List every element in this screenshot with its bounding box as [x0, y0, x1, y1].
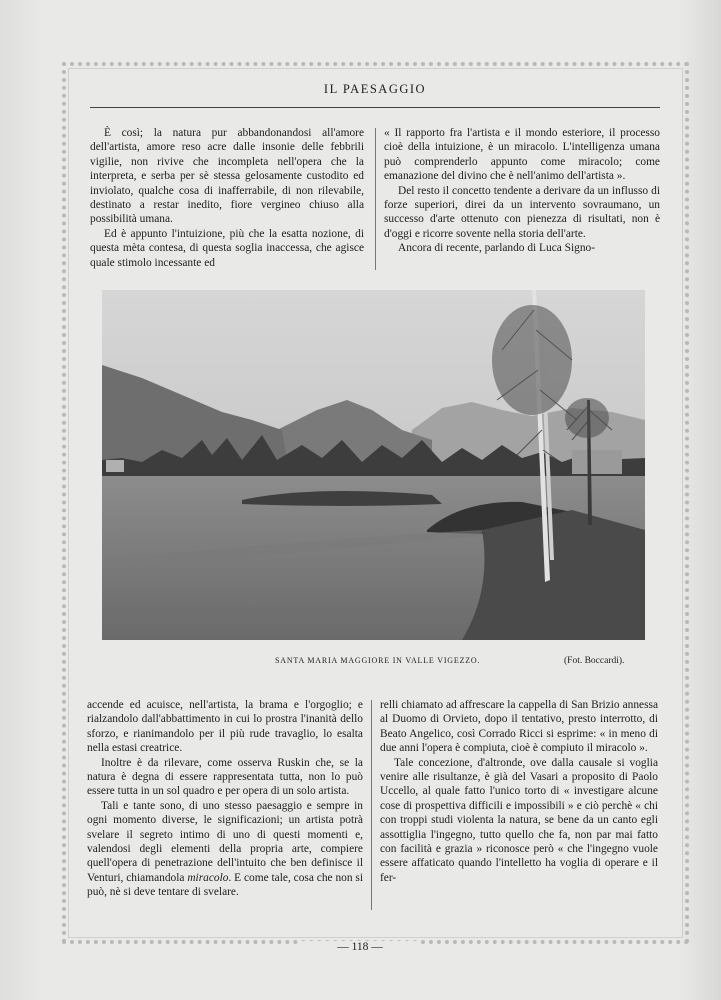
paragraph: È così; la natura pur abbandonandosi all'amore dell'artista, amore reso acre dalle insonie delle febbrili vigilie, non rivive che incompleta nell'opera che la interpreta, e serba per sè stessa gelosamente custodito ed inviolato, qualche cosa di inafferrabile, di non rilevabile, destinato a restar inedito, fiore vergineo chiuso alla possibilità umana.: [90, 127, 364, 226]
header-rule: [90, 107, 660, 108]
italic-word: miracolo: [187, 871, 229, 884]
text-run: Tali e tante sono, di uno stesso paesaggio e sempre in ogni momento diverse, le significazioni; un artista potrà svelare il segreto intimo di uno di questi momenti e, valendosi degli elementi della propria arte, compiere quell'opera di penetrazione dell'intuito che ben definisce il Venturi, chiamandola: [87, 799, 363, 884]
top-right-column: [384, 126, 660, 256]
page-number: — 118 —: [300, 941, 420, 953]
paragraph: Inoltre è da rilevare, come osserva Ruskin che, se la natura è degna di essere rappresentata tutta, non lo può essere tutta in un sol quadro e per opera di un solo artista.: [87, 756, 363, 798]
bottom-right-column: [380, 698, 658, 885]
paragraph: Tale concezione, d'altronde, ove dalla causale si voglia venire alle risultanze, è già del Vasari a proposito di Paolo Uccello, al quale fatto l'unico torto di « investigare alcune cose di prospettiva difficili e impossibili » e ciò perchè « chi con troppi studi violenta la natura, se bene da un canto egli assottiglia l'ingegno, tutto quello che fa, non par mai fatto con facilità e grazia » riconosce però « che l'ingegno vuole essere affaticato quando l'intelletto ha voglia di operare e il fer-: [380, 756, 658, 884]
figure-caption: SANTA MARIA MAGGIORE IN VALLE VIGEZZO.: [275, 656, 481, 665]
paragraph: Ancora di recente, parlando di Luca Signo-: [398, 242, 596, 255]
photo-credit: (Fot. Boccardi).: [564, 656, 625, 666]
bottom-left-column: [87, 698, 363, 900]
paragraph: « Il rapporto fra l'artista e il mondo esteriore, il processo cioè della intuizione, è un miracolo. L'intelligenza umana può comprenderlo appunto come miracolo; come emanazione del divino che è nell'animo dell'artista ».: [384, 127, 660, 183]
column-divider: [371, 700, 372, 910]
running-head: IL PAESAGGIO: [323, 82, 427, 96]
text-run: . E come tale, cosa che non si può, nè si deve tentare di svelare.: [87, 871, 363, 899]
paragraph: [87, 799, 363, 900]
column-divider: [375, 128, 376, 270]
top-left-column: [90, 126, 364, 270]
landscape-photograph: [102, 290, 645, 640]
paragraph: Del resto il concetto tendente a derivare da un influsso di forze superiori, direi da un intervento sovraumano, un successo d'arte ottenuto con pienezza di risultati, non è d'oggi e ricorre sovente nella storia dell'arte.: [384, 184, 660, 240]
paragraph: relli chiamato ad affrescare la cappella di San Brizio annessa al Duomo di Orvieto, dopo il tentativo, presto interrotto, di Beato Angelico, così Corrado Ricci si esprime: « in meno di due anni l'opera è compiuta, cioè è compiuto il miracolo ».: [380, 699, 658, 755]
paragraph: accende ed acuisce, nell'artista, la brama e l'orgoglio; e rialzandolo dall'abbattimento in cui lo prostra l'inanità dello sforzo, e rianimandolo per il più rude travaglio, lo esalta nella estasi creatrice.: [87, 699, 363, 755]
paragraph: Ed è appunto l'intuizione, più che la esatta nozione, di questa mèta contesa, di questa soglia inaccessa, che agisce quale stimolo incessante ed: [90, 227, 364, 269]
